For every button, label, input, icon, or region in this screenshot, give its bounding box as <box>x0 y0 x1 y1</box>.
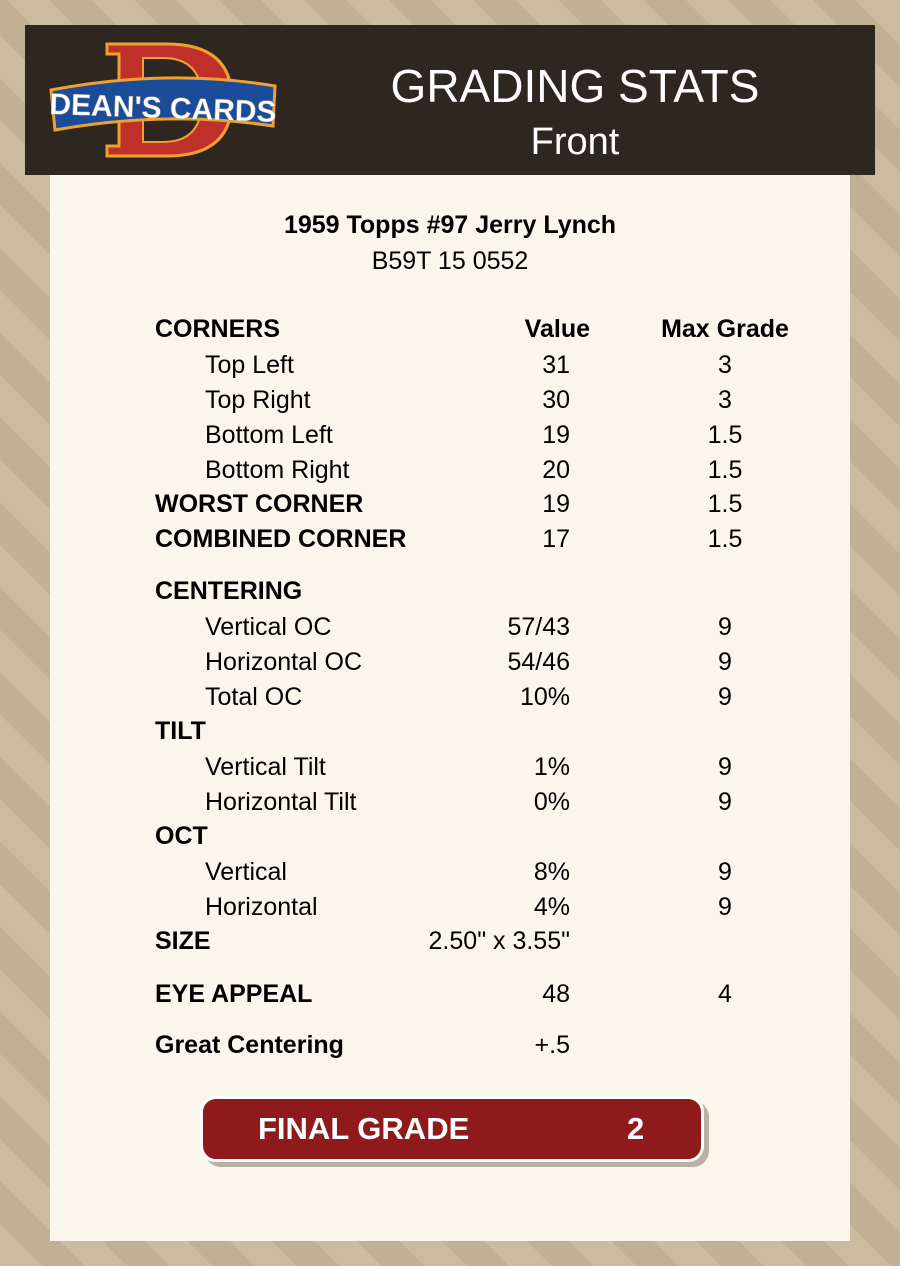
header-bar <box>25 25 875 175</box>
row-label: TILT <box>155 717 206 745</box>
row-max-grade: 1.5 <box>707 421 743 449</box>
row-value: 48 <box>542 980 570 1008</box>
grading-panel <box>50 175 850 1241</box>
row-value: +.5 <box>534 1031 570 1059</box>
row-max-grade: 9 <box>718 858 732 886</box>
row-label: EYE APPEAL <box>155 980 313 1008</box>
table-row <box>50 351 850 381</box>
row-label: Bottom Left <box>205 421 333 449</box>
row-label: WORST CORNER <box>155 490 364 518</box>
row-value: 19 <box>542 490 570 518</box>
row-value: 17 <box>542 525 570 553</box>
table-row <box>50 858 850 888</box>
row-label: CENTERING <box>155 577 303 605</box>
row-value: 20 <box>542 456 570 484</box>
row-value: 8% <box>533 858 570 886</box>
row-max-grade: 9 <box>718 683 732 711</box>
row-label: SIZE <box>155 927 211 955</box>
row-label: Horizontal OC <box>205 648 362 676</box>
card-name: 1959 Topps #97 Jerry Lynch <box>283 211 617 239</box>
cert-number: B59T 15 0552 <box>371 247 529 275</box>
row-label: Horizontal Tilt <box>205 788 357 816</box>
row-label: Great Centering <box>155 1031 344 1059</box>
max-grade-column-header: Max Grade <box>661 315 789 343</box>
table-row <box>50 315 850 345</box>
row-value: 4% <box>533 893 570 921</box>
row-label: Top Left <box>205 351 294 379</box>
table-row <box>50 683 850 713</box>
row-max-grade: 3 <box>718 351 732 379</box>
row-max-grade: 9 <box>718 893 732 921</box>
table-row <box>50 577 850 607</box>
row-value: 2.50" x 3.55" <box>428 927 570 955</box>
final-grade-label: FINAL GRADE <box>258 1111 470 1146</box>
row-label: OCT <box>155 822 208 850</box>
table-row <box>50 980 850 1010</box>
page-title: GRADING STATS <box>390 60 760 112</box>
row-max-grade: 4 <box>718 980 732 1008</box>
table-row <box>50 893 850 923</box>
row-value: 10% <box>519 683 570 711</box>
row-max-grade: 1.5 <box>707 490 743 518</box>
row-max-grade: 1.5 <box>707 525 743 553</box>
row-label: COMBINED CORNER <box>155 525 407 553</box>
page-subtitle: Front <box>530 121 620 163</box>
table-row <box>50 490 850 520</box>
row-value: 31 <box>542 351 570 379</box>
row-max-grade: 9 <box>718 753 732 781</box>
value-column-header: Value <box>524 315 590 343</box>
row-max-grade: 9 <box>718 648 732 676</box>
final-grade-value: 2 <box>627 1111 645 1146</box>
row-value: 57/43 <box>507 613 570 641</box>
table-row <box>50 788 850 818</box>
table-row <box>50 753 850 783</box>
row-label: Vertical <box>205 858 287 886</box>
svg-text:DEAN'S CARDS: DEAN'S CARDS <box>48 88 278 129</box>
table-row <box>50 613 850 643</box>
row-value: 30 <box>542 386 570 414</box>
row-label: Vertical Tilt <box>205 753 326 781</box>
table-row <box>50 421 850 451</box>
row-value: 0% <box>533 788 570 816</box>
row-max-grade: 1.5 <box>707 456 743 484</box>
row-label: Bottom Right <box>205 456 350 484</box>
table-row <box>50 648 850 678</box>
row-max-grade: 9 <box>718 613 732 641</box>
table-row <box>50 386 850 416</box>
table-row <box>50 456 850 486</box>
row-max-grade: 3 <box>718 386 732 414</box>
row-value: 54/46 <box>507 648 570 676</box>
table-row <box>50 717 850 747</box>
row-label: Horizontal <box>205 893 318 921</box>
row-label: Vertical OC <box>205 613 332 641</box>
table-row <box>50 525 850 555</box>
row-label: Total OC <box>205 683 303 711</box>
row-label: Top Right <box>205 386 311 414</box>
deans-cards-logo <box>47 38 282 163</box>
table-row <box>50 927 850 957</box>
final-grade-badge <box>200 1096 704 1162</box>
row-label: CORNERS <box>155 315 281 343</box>
row-max-grade: 9 <box>718 788 732 816</box>
row-value: 19 <box>542 421 570 449</box>
row-value: 1% <box>533 753 570 781</box>
table-row <box>50 1031 850 1061</box>
table-row <box>50 822 850 852</box>
